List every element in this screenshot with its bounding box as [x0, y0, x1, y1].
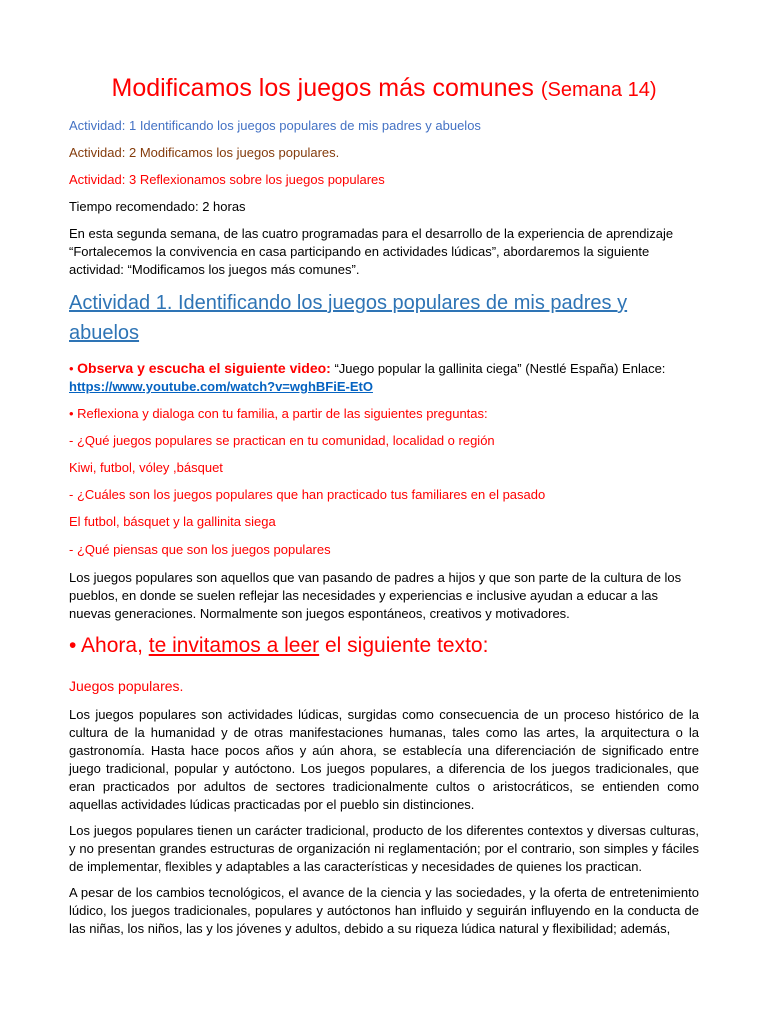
- observe-paragraph: [69, 359, 699, 396]
- activity-3-line: Actividad: 3 Reflexionamos sobre los juegos populares: [69, 172, 385, 187]
- section-1-heading-text: Actividad 1. Identificando los juegos populares de mis padres y abuelos: [69, 292, 628, 344]
- title-main: Modificamos los juegos más comunes: [111, 74, 534, 102]
- section-1-heading: [69, 288, 699, 348]
- page-title: [0, 74, 768, 103]
- question-3: - ¿Qué piensas que son los juegos populares: [69, 542, 331, 557]
- video-description: “Juego popular la gallinita ciega” (Nestlé España) Enlace:: [330, 361, 666, 376]
- title-week: (Semana 14): [540, 79, 657, 101]
- bullet: •: [69, 361, 78, 376]
- body-paragraph-1: Los juegos populares son actividades lúdicas, surgidas como consecuencia de un proceso histórico de la cultura de la humanidad y de otras manifestaciones humanas, tales como las artes, la arquitectura o la gastronomía. Hasta hace pocos años y aún ahora, se establecía una diferenciación de significado entre juego tradicional, popular y autóctono. Los juegos populares, a diferencia de los juegos tradicionales, que eran practicados por adultos de sectores tradicionalmente cultos o aristocráticos, se entienden como aquellas actividades lúdicas practicadas por el pueblo sin distinciones.: [69, 707, 699, 812]
- answer-paragraph: Los juegos populares son aquellos que van pasando de padres a hijos y que son parte de la cultura de los pueblos, en donde se suelen reflejar las necesidades y experiencias e inclusive ayudan a educar a las nuevas generaciones. Normalmente son juegos espontáneos, creativos y motivadores.: [69, 570, 682, 621]
- body-paragraph-2: Los juegos populares tienen un carácter tradicional, producto de los diferentes contextos y diversas culturas, y no presentan grandes estructuras de organización ni reglamentación; por el contrario, son simples y fáciles de implementar, flexibles y adaptables a las características y necesidades de quienes los practican.: [69, 823, 699, 874]
- observe-label: Observa y escucha el siguiente video:: [77, 360, 331, 376]
- question-1: - ¿Qué juegos populares se practican en tu comunidad, localidad o región: [69, 433, 495, 448]
- section-2-heading: [69, 634, 699, 658]
- heading-suffix: el siguiente texto:: [319, 634, 489, 657]
- body-paragraph-3: A pesar de los cambios tecnológicos, el avance de la ciencia y las sociedades, y la oferta de entretenimiento lúdico, los juegos tradicionales, populares y autóctonos han influido y seguirán influyendo en la conducta de las niñas, los niños, las y los jóvenes y adultos, debido a su riqueza lúdica natural y flexibilidad; además,: [69, 885, 699, 936]
- youtube-link[interactable]: https://www.youtube.com/watch?v=wghBFiE-EtO: [69, 379, 373, 394]
- activity-1-line: Actividad: 1 Identificando los juegos populares de mis padres y abuelos: [69, 118, 481, 133]
- answer-2: El futbol, básquet y la gallinita siega: [69, 514, 276, 529]
- answer-1: Kiwi, futbol, vóley ,básquet: [69, 460, 223, 475]
- question-2: - ¿Cuáles son los juegos populares que han practicado tus familiares en el pasado: [69, 487, 546, 502]
- heading-underlined: te invitamos a leer: [148, 634, 320, 657]
- activity-2-line: Actividad: 2 Modificamos los juegos populares.: [69, 145, 340, 160]
- recommended-time: Tiempo recomendado: 2 horas: [69, 199, 246, 214]
- juegos-populares-subheading: Juegos populares.: [69, 678, 184, 694]
- heading-prefix: • Ahora,: [69, 634, 149, 657]
- reflect-instruction: • Reflexiona y dialoga con tu familia, a partir de las siguientes preguntas:: [69, 406, 488, 421]
- intro-paragraph: En esta segunda semana, de las cuatro programadas para el desarrollo de la experiencia de aprendizaje “Fortalecemos la convivencia en casa participando en actividades lúdicas”, abordaremos la siguiente actividad: “Modificamos los juegos más comunes”.: [69, 226, 674, 277]
